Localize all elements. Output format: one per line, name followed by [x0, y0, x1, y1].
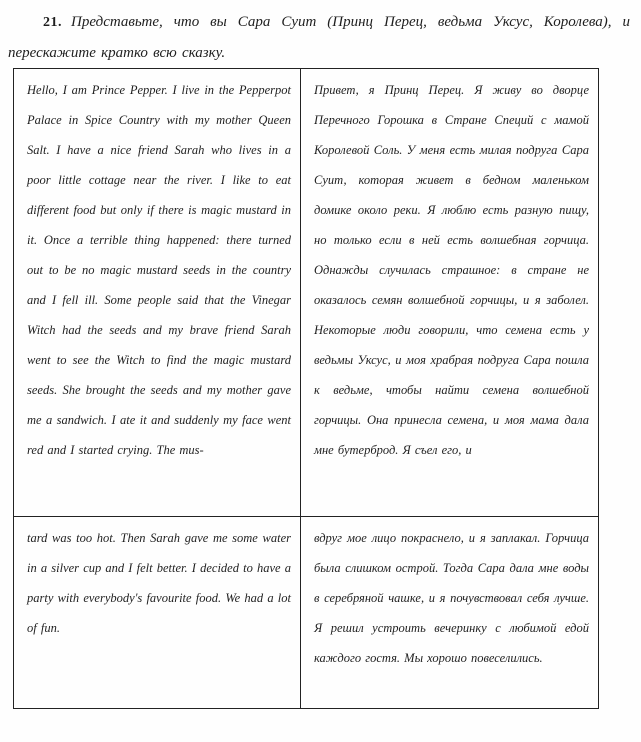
english-story-cell-row1: Hello, I am Prince Pepper. I live in the Pepperpot Palace in Spice Country with my mother Queen Salt. I have a nice friend Sarah who lives in a poor little cottage near the river. I like to eat different food but only if there is magic mustard in it. Once a terrible thing happened: there turned out to be no magic mustard seeds in the country and I fell ill. Some people said that the Vinegar Witch had the seeds and my brave friend Sarah went to see the Witch to find the magic mustard seeds. She brought the seeds and my mother gave me a sandwich. I ate it and suddenly my face went red and I started crying. The mus- [14, 69, 301, 516]
russian-story-cell-row1: Привет, я Принц Перец. Я живу во дворце Перечного Горошка в Стране Специй с мамой Королевой Соль. У меня есть милая подруга Сара Суит, которая живет в бедном маленьком домике около реки. Я люблю есть разную пищу, но только если в ней есть волшебная горчица. Однажды случилась страшное: в стране не оказалось семян волшебной горчицы, и я заболел. Некоторые люди говорили, что семена есть у ведьмы Уксус, и моя храбрая подруга Сара пошла к ведьме, чтобы найти семена волшебной горчицы. Она принесла семена, и моя мама дала мне бутерброд. Я съел его, и [314, 83, 589, 457]
table-row [14, 517, 598, 708]
story-table [13, 68, 599, 709]
table-row [14, 69, 598, 517]
task-number: 21. [43, 15, 62, 30]
task-statement [8, 7, 630, 68]
task-text: Представьте, что вы Сара Суит (Принц Перец, ведьма Уксус, Королева), и перескажите кратко всю сказку. [8, 14, 630, 61]
russian-story-cell-row2: вдруг мое лицо покраснело, и я заплакал. Горчица была слишком острой. Тогда Сара дала мне воды в серебряной чашке, и я почувствовал себя лучше. Я решил устроить вечеринку с любимой едой каждого гостя. Мы хорошо повеселились. [314, 531, 589, 665]
english-story-cell-row2: tard was too hot. Then Sarah gave me some water in a silver cup and I felt better. I decided to have a party with everybody's favourite food. We had a lot of fun. [14, 517, 301, 708]
